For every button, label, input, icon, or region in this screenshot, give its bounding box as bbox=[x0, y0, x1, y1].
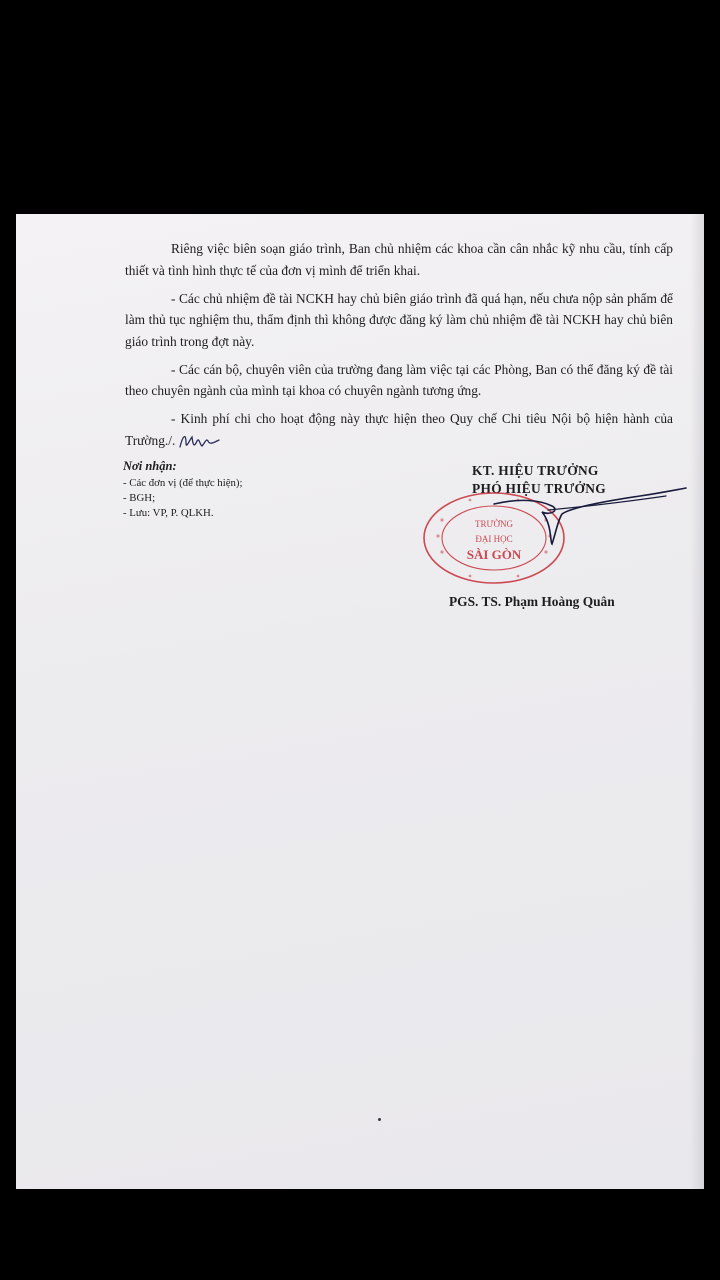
paragraph-funding bbox=[125, 408, 673, 453]
seal-text-line1: TRƯỜNG bbox=[475, 519, 513, 529]
funding-text: - Kinh phí chi cho hoạt động này thực hiện theo Quy chế Chi tiêu Nội bộ hiện hành của Trường./. bbox=[125, 411, 673, 448]
signature-block bbox=[416, 460, 704, 620]
paragraph-overdue-projects: - Các chủ nhiệm đề tài NCKH hay chủ biên giáo trình đã quá hạn, nếu chưa nộp sản phẩm để làm thủ tục nghiệm thu, thẩm định thì không được đăng ký làm chủ nhiệm đề tài NCKH hay chủ biên giáo trình trong đợt này. bbox=[125, 290, 673, 349]
signer-name: PGS. TS. Phạm Hoàng Quân bbox=[449, 594, 615, 609]
handwritten-signature bbox=[490, 484, 690, 550]
paragraph-textbook-compilation: Riêng việc biên soạn giáo trình, Ban chủ nhiệm các khoa cần cân nhắc kỹ nhu cầu, tính cấp thiết và tình hình thực tế của đơn vị mình để triển khai. bbox=[125, 241, 673, 278]
document-page bbox=[16, 214, 704, 1189]
seal-text-line2: ĐẠI HỌC bbox=[475, 534, 513, 544]
recipient-item: - Lưu: VP, P. QLKH. bbox=[123, 507, 214, 519]
recipients-block bbox=[123, 459, 243, 521]
paragraph-staff-registration: - Các cán bộ, chuyên viên của trường đang làm việc tại các Phòng, Ban có thể đăng ký đề tài theo chuyên ngành của mình tại khoa có chuyên ngành tương ứng. bbox=[125, 361, 673, 398]
seal-text-line3: SÀI GÒN bbox=[466, 547, 522, 562]
initials-mark bbox=[177, 431, 221, 453]
paper-speck bbox=[378, 1118, 381, 1121]
page-edge-shadow bbox=[690, 214, 704, 1189]
signatory-title-line2: PHÓ HIỆU TRƯỞNG bbox=[472, 481, 606, 496]
signatory-title-line1: KT. HIỆU TRƯỞNG bbox=[472, 463, 599, 478]
recipients-title: Nơi nhận: bbox=[123, 459, 177, 473]
recipient-item: - BGH; bbox=[123, 492, 156, 504]
document-body bbox=[125, 238, 673, 453]
recipient-item: - Các đơn vị (để thực hiện); bbox=[123, 477, 243, 489]
